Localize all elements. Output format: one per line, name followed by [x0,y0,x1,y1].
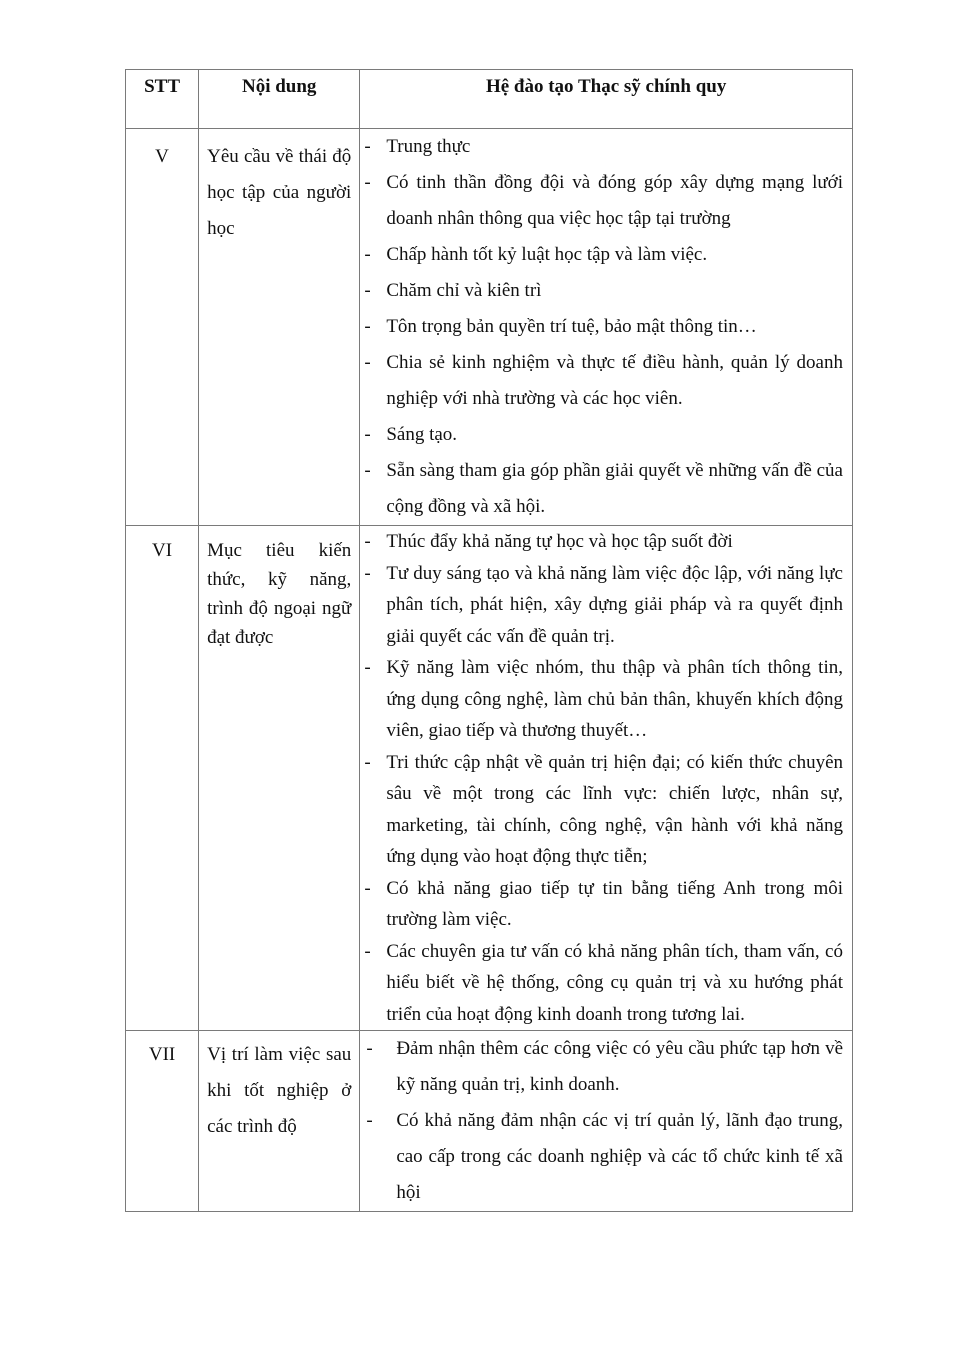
row-content [360,526,853,1031]
header-stt: STT [126,70,199,129]
list-item: - Tri thức cập nhật về quản trị hiện đại; có kiến thức chuyên sâu về một trong các lĩnh vực: chiến lược, nhân sự, marketing, tài chính, công nghệ, vận hành với khả năng ứng dụng vào hoạt động thực tiễn; [360,747,852,873]
list-item: - Chăm chỉ và kiên trì [360,273,852,309]
list-item: - Sẵn sàng tham gia góp phần giải quyết về những vấn đề của cộng đồng và xã hội. [360,453,852,525]
table-row [126,1031,853,1212]
list-item: - Đảm nhận thêm các công việc có yêu cầu phức tạp hơn về kỹ năng quản trị, kinh doanh. [360,1031,852,1103]
list-item: - Có tinh thần đồng đội và đóng góp xây dựng mạng lưới doanh nhân thông qua việc học tập tại trường [360,165,852,237]
table-header-row [126,70,853,129]
list-item: - Tôn trọng bản quyền trí tuệ, bảo mật thông tin… [360,309,852,345]
program-table [125,69,853,1212]
list-item: - Có khả năng giao tiếp tự tin bằng tiếng Anh trong môi trường làm việc. [360,873,852,936]
bullet-list [360,129,852,525]
header-noi-dung: Nội dung [199,70,360,129]
row-content [360,1031,853,1212]
list-item: - Trung thực [360,129,852,165]
list-item: - Chấp hành tốt kỷ luật học tập và làm việc. [360,237,852,273]
list-item: - Sáng tạo. [360,417,852,453]
table-row [126,526,853,1031]
row-noi-dung: Mục tiêu kiến thức, kỹ năng, trình độ ngoại ngữ đạt được [199,526,360,1031]
header-he-dao-tao: Hệ đào tạo Thạc sỹ chính quy [360,70,853,129]
list-item: - Có khả năng đảm nhận các vị trí quản lý, lãnh đạo trung, cao cấp trong các doanh nghiệp và các tổ chức kinh tế xã hội [360,1103,852,1211]
row-stt: VI [126,526,199,1031]
table-row [126,129,853,526]
list-item: - Kỹ năng làm việc nhóm, thu thập và phân tích thông tin, ứng dụng công nghệ, làm chủ bản thân, khuyến khích động viên, giao tiếp và thương thuyết… [360,652,852,747]
row-content [360,129,853,526]
list-item: - Chia sẻ kinh nghiệm và thực tế điều hành, quản lý doanh nghiệp với nhà trường và các học viên. [360,345,852,417]
list-item: - Tư duy sáng tạo và khả năng làm việc độc lập, với năng lực phân tích, phát hiện, xây dựng giải pháp và ra quyết định giải quyết các vấn đề quản trị. [360,558,852,653]
row-noi-dung: Vị trí làm việc sau khi tốt nghiệp ở các trình độ [199,1031,360,1212]
list-item: - Các chuyên gia tư vấn có khả năng phân tích, tham vấn, có hiểu biết về hệ thống, công cụ quản trị và xu hướng phát triển của hoạt động kinh doanh trong tương lai. [360,936,852,1031]
row-noi-dung: Yêu cầu về thái độ học tập của người học [199,129,360,526]
row-stt: V [126,129,199,526]
list-item: - Thúc đẩy khả năng tự học và học tập suốt đời [360,526,852,558]
row-stt: VII [126,1031,199,1212]
bullet-list [360,1031,852,1211]
bullet-list [360,526,852,1030]
